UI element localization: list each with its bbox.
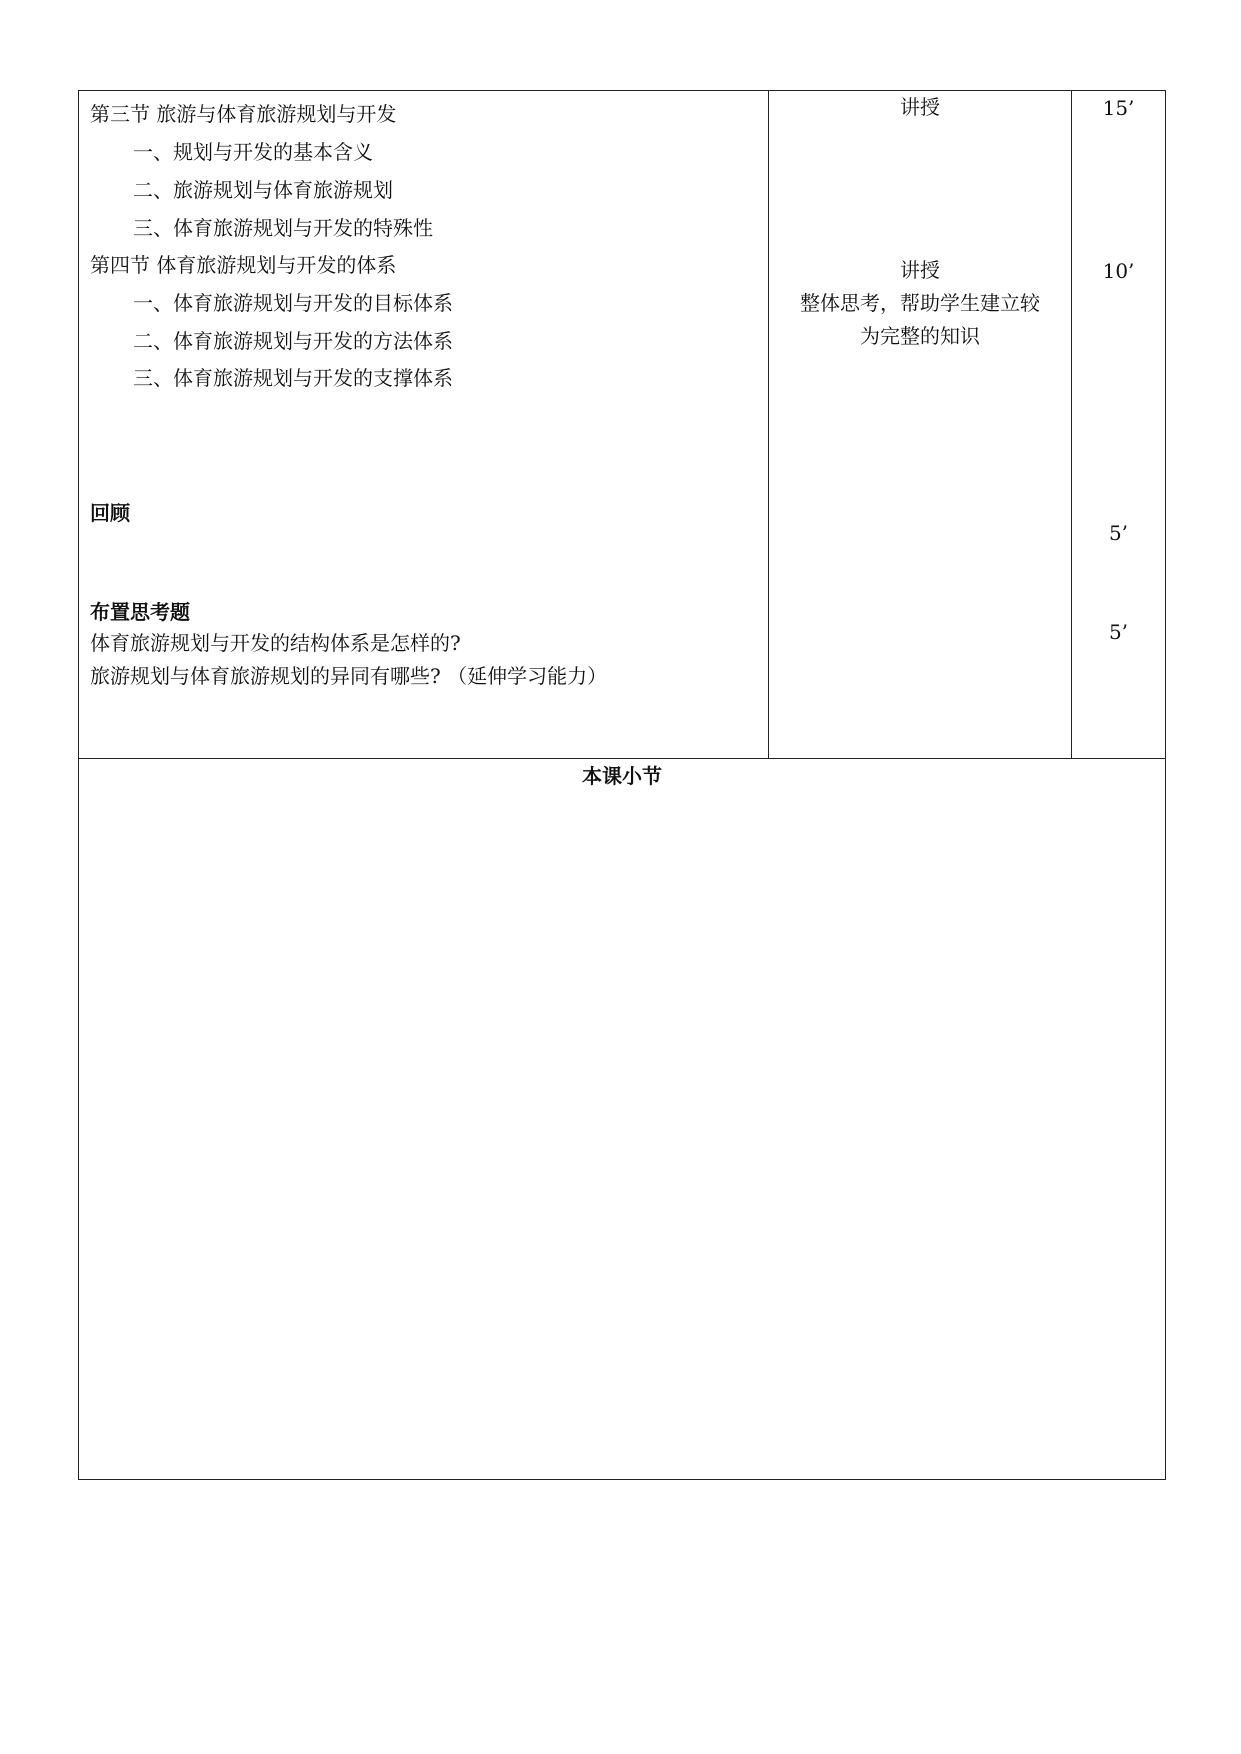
section-4-title: 第四节 体育旅游规划与开发的体系 <box>90 253 397 277</box>
time-allocation-1: 15’ <box>1102 96 1135 120</box>
column-divider-1 <box>768 90 769 759</box>
section-3-item-1: 一、规划与开发的基本含义 <box>133 140 373 164</box>
section-3-item-2: 二、旅游规划与体育旅游规划 <box>133 178 393 202</box>
time-allocation-4: 5’ <box>1108 620 1129 644</box>
teaching-method-2-desc-line-2: 为完整的知识 <box>860 324 980 348</box>
section-3-item-3: 三、体育旅游规划与开发的特殊性 <box>133 216 433 240</box>
section-4-item-1: 一、体育旅游规划与开发的目标体系 <box>133 291 453 315</box>
lesson-summary-heading: 本课小节 <box>582 764 662 788</box>
lesson-summary-box <box>78 758 1166 1480</box>
section-3-title: 第三节 旅游与体育旅游规划与开发 <box>90 102 397 126</box>
time-allocation-3: 5’ <box>1108 521 1129 545</box>
column-divider-2 <box>1071 90 1072 759</box>
time-allocation-2: 10’ <box>1102 259 1135 283</box>
section-4-item-2: 二、体育旅游规划与开发的方法体系 <box>133 329 453 353</box>
teaching-method-2: 讲授 <box>900 258 940 282</box>
question-2: 旅游规划与体育旅游规划的异同有哪些? （延伸学习能力） <box>90 664 608 688</box>
assignment-heading: 布置思考题 <box>90 600 190 624</box>
review-heading: 回顾 <box>90 501 130 525</box>
section-4-item-3: 三、体育旅游规划与开发的支撑体系 <box>133 366 453 390</box>
teaching-method-1: 讲授 <box>900 95 940 119</box>
teaching-method-2-desc-line-1: 整体思考，帮助学生建立较 <box>800 291 1040 315</box>
question-1: 体育旅游规划与开发的结构体系是怎样的? <box>90 631 461 655</box>
